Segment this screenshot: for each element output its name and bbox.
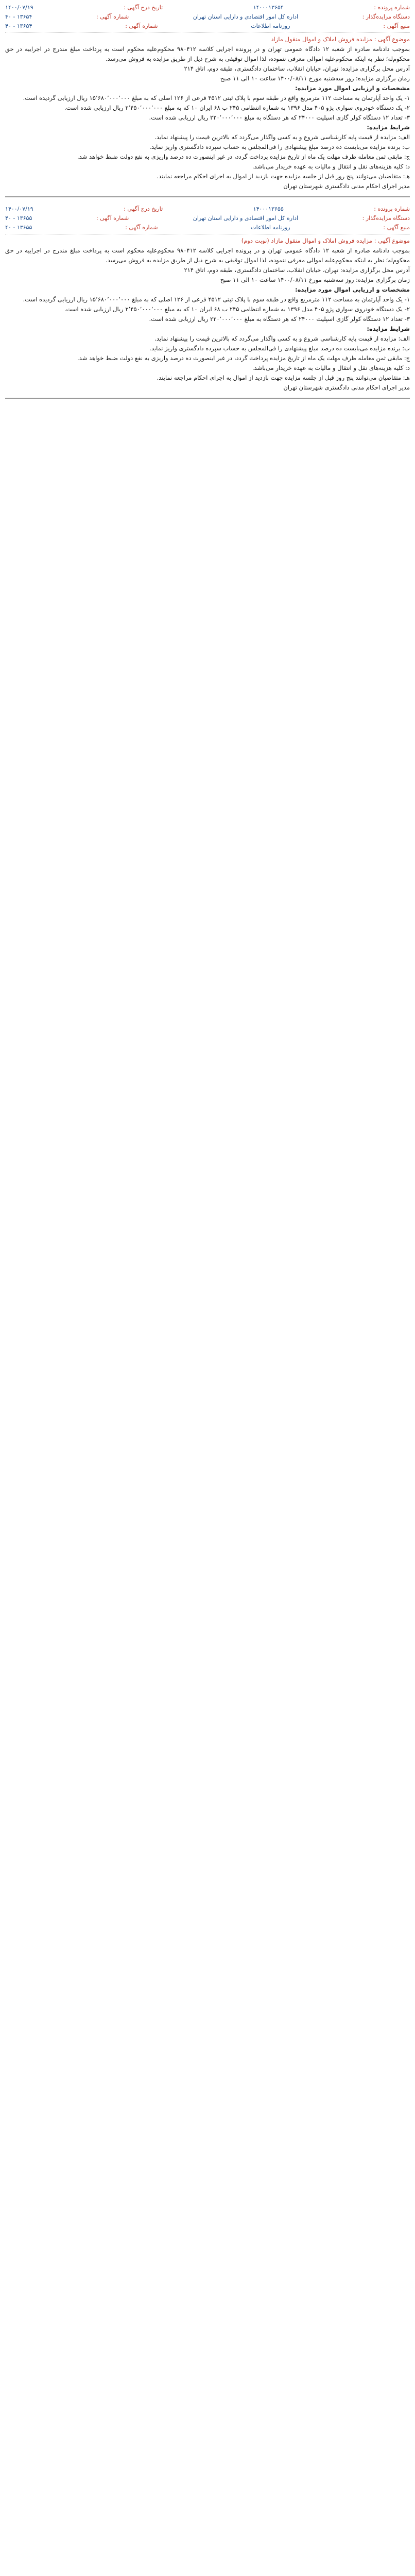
meta-value[interactable]: ۱۳۶۵۴ - ۴۰ bbox=[5, 13, 32, 20]
notice-line: الف: مزایده از قیمت پایه کارشناسی شروع و به کسی واگذار می‌گردد که بالاترین قیمت را پیشنهاد نماید. bbox=[154, 335, 410, 342]
notice-meta-row bbox=[5, 3, 410, 12]
notice-line: مدیر اجرای احکام مدنی دادگستری شهرستان تهران bbox=[283, 182, 410, 190]
notice-line: مدیر اجرای احکام مدنی دادگستری شهرستان تهران bbox=[283, 384, 410, 391]
meta-value[interactable]: ۱۴۰۰۰۱۳۶۵۵ bbox=[253, 206, 284, 212]
meta-label: تاریخ درج آگهی : bbox=[124, 4, 163, 11]
notice-block bbox=[5, 3, 410, 197]
meta-label: شماره آگهی : bbox=[96, 13, 129, 20]
notice-meta-row bbox=[5, 12, 410, 22]
notice-line: ۱- یک واحد آپارتمان به مساحت ۱۱۲ مترمربع واقع در طبقه سوم با پلاک ثبتی ۴۵۱۲ فرعی از ۱۲۶ اصلی که به مبلغ ۱۵٬۶۸۰٬۰۰۰٬۰۰۰ ریال ارزیابی گردیده است. bbox=[23, 296, 410, 303]
notice-line: بموجب دادنامه صادره از شعبه ۱۲ دادگاه عمومی تهران و در پرونده اجرایی کلاسه ۹۸۰۴۱۲ محکوم‌علیه محکوم است به پرداخت مبلغ مندرج در اجراییه در حق محکوم‌له؛ نظر به اینکه محکوم‌علیه اموالی معرفی ننموده، لذا اموال توقیفی به شرح ذیل از طریق مزایده به فروش می‌رسد. bbox=[5, 247, 410, 264]
notice-line: ج: مابقی ثمن معامله ظرف مهلت یک ماه از تاریخ مزایده پرداخت گردد، در غیر اینصورت ده درصد واریزی به نفع دولت ضبط خواهد شد. bbox=[77, 153, 410, 160]
notice-title: موضوع آگهی : مزایده فروش املاک و اموال منقول مازاد bbox=[271, 36, 410, 43]
meta-label: شماره آگهی : bbox=[96, 215, 129, 222]
notice-line: ۳- تعداد ۱۲ دستگاه کولر گازی اسپلیت ۲۴۰۰۰ که هر دستگاه به مبلغ ۲۲۰٬۰۰۰٬۰۰۰ ریال ارزیابی شده است. bbox=[149, 114, 410, 121]
notice-line: ۲- یک دستگاه خودروی سواری پژو ۴۰۵ مدل ۱۳۹۶ به شماره انتظامی ۲۴۵ ب ۶۸ ایران ۱۰ که به مبلغ ۲٬۴۵۰٬۰۰۰٬۰۰۰ ریال ارزیابی شده است. bbox=[64, 104, 410, 111]
notice-line: زمان برگزاری مزایده: روز سه‌شنبه مورخ ۱۴۰۰/۰۸/۱۱ ساعت ۱۰ الی ۱۱ صبح bbox=[220, 276, 410, 283]
notice-line: آدرس محل برگزاری مزایده: تهران، خیابان انقلاب، ساختمان دادگستری، طبقه دوم، اتاق ۲۱۴ bbox=[184, 266, 410, 274]
notice-line: ب: برنده مزایده می‌بایست ده درصد مبلغ پیشنهادی را فی‌المجلس به حساب سپرده دادگستری واریز نماید. bbox=[149, 143, 410, 150]
notice-line: ۲- یک دستگاه خودروی سواری پژو ۴۰۵ مدل ۱۳۹۶ به شماره انتظامی ۲۴۵ ب ۶۸ ایران ۱۰ که به مبلغ ۲٬۴۵۰٬۰۰۰٬۰۰۰ ریال ارزیابی شده است. bbox=[64, 306, 410, 313]
notice-line: مشخصات و ارزیابی اموال مورد مزایده: bbox=[295, 286, 410, 293]
notice-line: ج: مابقی ثمن معامله ظرف مهلت یک ماه از تاریخ مزایده پرداخت گردد، در غیر اینصورت ده درصد واریزی به نفع دولت ضبط خواهد شد. bbox=[77, 354, 410, 362]
notice-line: هـ: متقاضیان می‌توانند پنج روز قبل از جلسه مزایده جهت بازدید از اموال به اجرای احکام مراجعه نمایند. bbox=[157, 173, 410, 180]
meta-label: دستگاه مزایده‌گذار : bbox=[362, 215, 410, 222]
meta-value[interactable]: اداره کل امور اقتصادی و دارایی استان تهران bbox=[193, 215, 299, 222]
notice-line: د: کلیه هزینه‌های نقل و انتقال و مالیات به عهده خریدار می‌باشد. bbox=[252, 163, 410, 170]
notice-line: زمان برگزاری مزایده: روز سه‌شنبه مورخ ۱۴۰۰/۰۸/۱۱ ساعت ۱۰ الی ۱۱ صبح bbox=[220, 75, 410, 82]
meta-value[interactable]: ۱۴۰۰/۰۷/۱۹ bbox=[5, 206, 33, 212]
notice-line: هـ: متقاضیان می‌توانند پنج روز قبل از جلسه مزایده جهت بازدید از اموال به اجرای احکام مراجعه نمایند. bbox=[157, 374, 410, 381]
meta-value[interactable]: روزنامه اطلاعات bbox=[251, 23, 290, 29]
meta-value[interactable]: ۱۳۶۵۵ - ۴۰ bbox=[5, 224, 32, 231]
notice-block bbox=[5, 205, 410, 399]
notice-line: شرایط مزایده: bbox=[367, 124, 410, 131]
meta-value[interactable]: ۱۳۶۵۵ - ۴۰ bbox=[5, 215, 32, 222]
meta-value[interactable]: اداره کل امور اقتصادی و دارایی استان تهران bbox=[193, 13, 299, 20]
notice-line: مشخصات و ارزیابی اموال مورد مزایده: bbox=[295, 84, 410, 92]
notice-line: ۱- یک واحد آپارتمان به مساحت ۱۱۲ مترمربع واقع در طبقه سوم با پلاک ثبتی ۴۵۱۲ فرعی از ۱۲۶ اصلی که به مبلغ ۱۵٬۶۸۰٬۰۰۰٬۰۰۰ ریال ارزیابی گردیده است. bbox=[23, 94, 410, 101]
meta-label: دستگاه مزایده‌گذار : bbox=[362, 13, 410, 20]
notice-meta-row bbox=[5, 205, 410, 214]
notice-line: آدرس محل برگزاری مزایده: تهران، خیابان انقلاب، ساختمان دادگستری، طبقه دوم، اتاق ۲۱۴ bbox=[184, 65, 410, 72]
meta-value[interactable]: ۱۴۰۰۰۱۳۶۵۴ bbox=[253, 4, 284, 11]
notice-line: الف: مزایده از قیمت پایه کارشناسی شروع و به کسی واگذار می‌گردد که بالاترین قیمت را پیشنهاد نماید. bbox=[154, 133, 410, 141]
meta-label: تاریخ درج آگهی : bbox=[124, 206, 163, 212]
meta-value[interactable]: ۱۴۰۰/۰۷/۱۹ bbox=[5, 4, 33, 11]
meta-label: منبع آگهی : bbox=[383, 224, 410, 231]
meta-label: منبع آگهی : bbox=[383, 23, 410, 29]
notice-line: ۳- تعداد ۱۲ دستگاه کولر گازی اسپلیت ۲۴۰۰۰ که هر دستگاه به مبلغ ۲۲۰٬۰۰۰٬۰۰۰ ریال ارزیابی شده است. bbox=[149, 315, 410, 323]
meta-value[interactable]: ۱۳۶۵۴ - ۴۰ bbox=[5, 23, 32, 29]
meta-label: شماره پرونده : bbox=[374, 4, 410, 11]
meta-label: شماره پرونده : bbox=[374, 206, 410, 212]
notice-line: د: کلیه هزینه‌های نقل و انتقال و مالیات به عهده خریدار می‌باشد. bbox=[252, 364, 410, 371]
meta-label: شماره آگهی : bbox=[125, 23, 158, 29]
notice-line: شرایط مزایده: bbox=[367, 325, 410, 332]
divider bbox=[5, 32, 410, 33]
notice-meta-row bbox=[5, 223, 410, 232]
notice-meta-row bbox=[5, 22, 410, 31]
notice-meta-row bbox=[5, 214, 410, 223]
notice-title: موضوع آگهی : مزایده فروش املاک و اموال منقول مازاد (نوبت دوم) bbox=[241, 237, 410, 244]
meta-value[interactable]: روزنامه اطلاعات bbox=[251, 224, 290, 231]
notice-line: بموجب دادنامه صادره از شعبه ۱۲ دادگاه عمومی تهران و در پرونده اجرایی کلاسه ۹۸۰۴۱۲ محکوم‌علیه محکوم است به پرداخت مبلغ مندرج در اجراییه در حق محکوم‌له؛ نظر به اینکه محکوم‌علیه اموالی معرفی ننموده، لذا اموال توقیفی به شرح ذیل از طریق مزایده به فروش می‌رسد. bbox=[5, 45, 410, 62]
notice-line: ب: برنده مزایده می‌بایست ده درصد مبلغ پیشنهادی را فی‌المجلس به حساب سپرده دادگستری واریز نماید. bbox=[149, 345, 410, 352]
meta-label: شماره آگهی : bbox=[125, 224, 158, 231]
auction-notices-page bbox=[0, 0, 415, 409]
